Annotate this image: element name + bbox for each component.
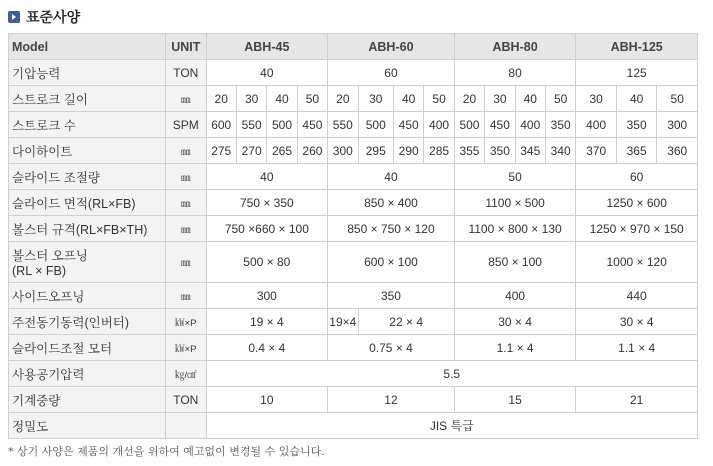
cell-value: 850 × 750 × 120 <box>328 216 455 242</box>
row-label: 볼스터 규격(RL×FB×TH) <box>9 216 166 242</box>
cell-value: 750 × 350 <box>206 190 328 216</box>
cell-value: 400 <box>515 112 545 138</box>
cell-value: 500 <box>454 112 484 138</box>
cell-value: 600 <box>206 112 236 138</box>
cell-value: 12 <box>328 387 455 413</box>
cell-value: 360 <box>657 138 698 164</box>
row-label: 다이하이트 <box>9 138 166 164</box>
cell-value: 5.5 <box>206 361 697 387</box>
cell-value: 340 <box>545 138 575 164</box>
header-unit: UNIT <box>166 34 207 60</box>
cell-value: 500 <box>267 112 297 138</box>
arrow-right-icon <box>8 11 20 23</box>
header-abh125: ABH-125 <box>576 34 698 60</box>
row-label-line1: 볼스터 오프닝 <box>12 249 88 263</box>
row-precision <box>9 413 698 439</box>
cell-value: 0.75 × 4 <box>328 335 455 361</box>
cell-value: 30 × 4 <box>576 309 698 335</box>
cell-value: 50 <box>545 86 575 112</box>
cell-value: 600 × 100 <box>328 242 455 283</box>
cell-value: 355 <box>454 138 484 164</box>
row-unit: ㎜ <box>166 242 207 283</box>
cell-value: 400 <box>576 112 617 138</box>
header-model: Model <box>9 34 166 60</box>
row-unit: TON <box>166 387 207 413</box>
cell-value: 10 <box>206 387 328 413</box>
cell-value: 270 <box>236 138 266 164</box>
cell-value: 0.4 × 4 <box>206 335 328 361</box>
cell-value: 850 × 400 <box>328 190 455 216</box>
row-unit: ㎜ <box>166 283 207 309</box>
row-machine-weight <box>9 387 698 413</box>
row-label: 슬라이드 면적(RL×FB) <box>9 190 166 216</box>
header-abh45: ABH-45 <box>206 34 328 60</box>
cell-value: 40 <box>206 60 328 86</box>
cell-value: 40 <box>328 164 455 190</box>
cell-value: 30 <box>358 86 393 112</box>
cell-value: 21 <box>576 387 698 413</box>
cell-value: 80 <box>454 60 576 86</box>
cell-value: 60 <box>328 60 455 86</box>
section-title-text: 표준사양 <box>26 10 81 26</box>
cell-value: 1000 × 120 <box>576 242 698 283</box>
cell-value: 19 × 4 <box>206 309 328 335</box>
cell-value: JIS 특급 <box>206 413 697 439</box>
cell-value: 50 <box>454 164 576 190</box>
cell-value: 300 <box>328 138 358 164</box>
spec-table <box>8 33 698 439</box>
row-unit: ㎜ <box>166 138 207 164</box>
row-stroke-length <box>9 86 698 112</box>
cell-value: 450 <box>393 112 423 138</box>
row-label: 주전동기동력(인버터) <box>9 309 166 335</box>
row-unit: ㎜ <box>166 86 207 112</box>
row-label-line2: (RL × FB) <box>12 264 67 278</box>
cell-value: 30 × 4 <box>454 309 576 335</box>
row-main-motor <box>9 309 698 335</box>
row-label: 기압능력 <box>9 60 166 86</box>
row-slide-area <box>9 190 698 216</box>
row-bolster-size <box>9 216 698 242</box>
cell-value: 50 <box>424 86 454 112</box>
row-unit: SPM <box>166 112 207 138</box>
row-press-capacity <box>9 60 698 86</box>
row-label: 정밀도 <box>9 413 166 439</box>
header-abh80: ABH-80 <box>454 34 576 60</box>
cell-value: 60 <box>576 164 698 190</box>
cell-value: 850 × 100 <box>454 242 576 283</box>
cell-value: 500 <box>358 112 393 138</box>
footnote: * 상기 사양은 제품의 개선을 위하여 예고없이 변경될 수 있습니다. <box>8 445 325 458</box>
cell-value: 1250 × 970 × 150 <box>576 216 698 242</box>
row-unit <box>166 413 207 439</box>
cell-value: 30 <box>485 86 515 112</box>
cell-value: 370 <box>576 138 617 164</box>
section-title <box>8 8 80 26</box>
cell-value: 365 <box>616 138 657 164</box>
row-side-opening <box>9 283 698 309</box>
cell-value: 40 <box>393 86 423 112</box>
cell-value: 350 <box>545 112 575 138</box>
row-label: 사이드오프닝 <box>9 283 166 309</box>
row-unit: ㎾×P <box>166 335 207 361</box>
row-unit: ㎾×P <box>166 309 207 335</box>
cell-value: 550 <box>236 112 266 138</box>
cell-value: 1.1 × 4 <box>454 335 576 361</box>
cell-value: 290 <box>393 138 423 164</box>
cell-value: 40 <box>206 164 328 190</box>
cell-value: 40 <box>616 86 657 112</box>
cell-value: 265 <box>267 138 297 164</box>
cell-value: 20 <box>206 86 236 112</box>
row-label: 스트로크 수 <box>9 112 166 138</box>
cell-value: 550 <box>328 112 358 138</box>
cell-value: 295 <box>358 138 393 164</box>
row-label: 사용공기압력 <box>9 361 166 387</box>
cell-value: 450 <box>297 112 327 138</box>
cell-value: 300 <box>206 283 328 309</box>
row-unit: ㎜ <box>166 216 207 242</box>
cell-value: 345 <box>515 138 545 164</box>
cell-value: 1250 × 600 <box>576 190 698 216</box>
header-row <box>9 34 698 60</box>
cell-value: 40 <box>267 86 297 112</box>
cell-value: 350 <box>485 138 515 164</box>
cell-value: 1100 × 500 <box>454 190 576 216</box>
cell-value: 1.1 × 4 <box>576 335 698 361</box>
row-unit: ㎜ <box>166 164 207 190</box>
row-die-height <box>9 138 698 164</box>
header-abh60: ABH-60 <box>328 34 455 60</box>
cell-value: 20 <box>328 86 358 112</box>
row-unit: ㎏/㎠ <box>166 361 207 387</box>
cell-value: 400 <box>424 112 454 138</box>
cell-value: 400 <box>454 283 576 309</box>
cell-value: 125 <box>576 60 698 86</box>
row-label: 기계중량 <box>9 387 166 413</box>
cell-value: 50 <box>657 86 698 112</box>
row-unit: ㎜ <box>166 190 207 216</box>
row-slide-motor <box>9 335 698 361</box>
cell-value: 500 × 80 <box>206 242 328 283</box>
cell-value: 300 <box>657 112 698 138</box>
cell-value: 350 <box>616 112 657 138</box>
row-label: 스트로크 길이 <box>9 86 166 112</box>
cell-value: 350 <box>328 283 455 309</box>
cell-value: 440 <box>576 283 698 309</box>
row-strokes-per-minute <box>9 112 698 138</box>
cell-value: 50 <box>297 86 327 112</box>
row-label: 슬라이드 조절량 <box>9 164 166 190</box>
row-bolster-opening <box>9 242 698 283</box>
cell-value: 40 <box>515 86 545 112</box>
cell-value: 19×4 <box>328 309 358 335</box>
cell-value: 30 <box>576 86 617 112</box>
cell-value: 15 <box>454 387 576 413</box>
row-label: 슬라이드조절 모터 <box>9 335 166 361</box>
cell-value: 750 ×660 × 100 <box>206 216 328 242</box>
cell-value: 450 <box>485 112 515 138</box>
cell-value: 275 <box>206 138 236 164</box>
row-label <box>9 242 166 283</box>
cell-value: 22 × 4 <box>358 309 454 335</box>
cell-value: 30 <box>236 86 266 112</box>
row-air-pressure <box>9 361 698 387</box>
row-slide-adjustment <box>9 164 698 190</box>
cell-value: 285 <box>424 138 454 164</box>
cell-value: 260 <box>297 138 327 164</box>
cell-value: 20 <box>454 86 484 112</box>
row-unit: TON <box>166 60 207 86</box>
cell-value: 1100 × 800 × 130 <box>454 216 576 242</box>
